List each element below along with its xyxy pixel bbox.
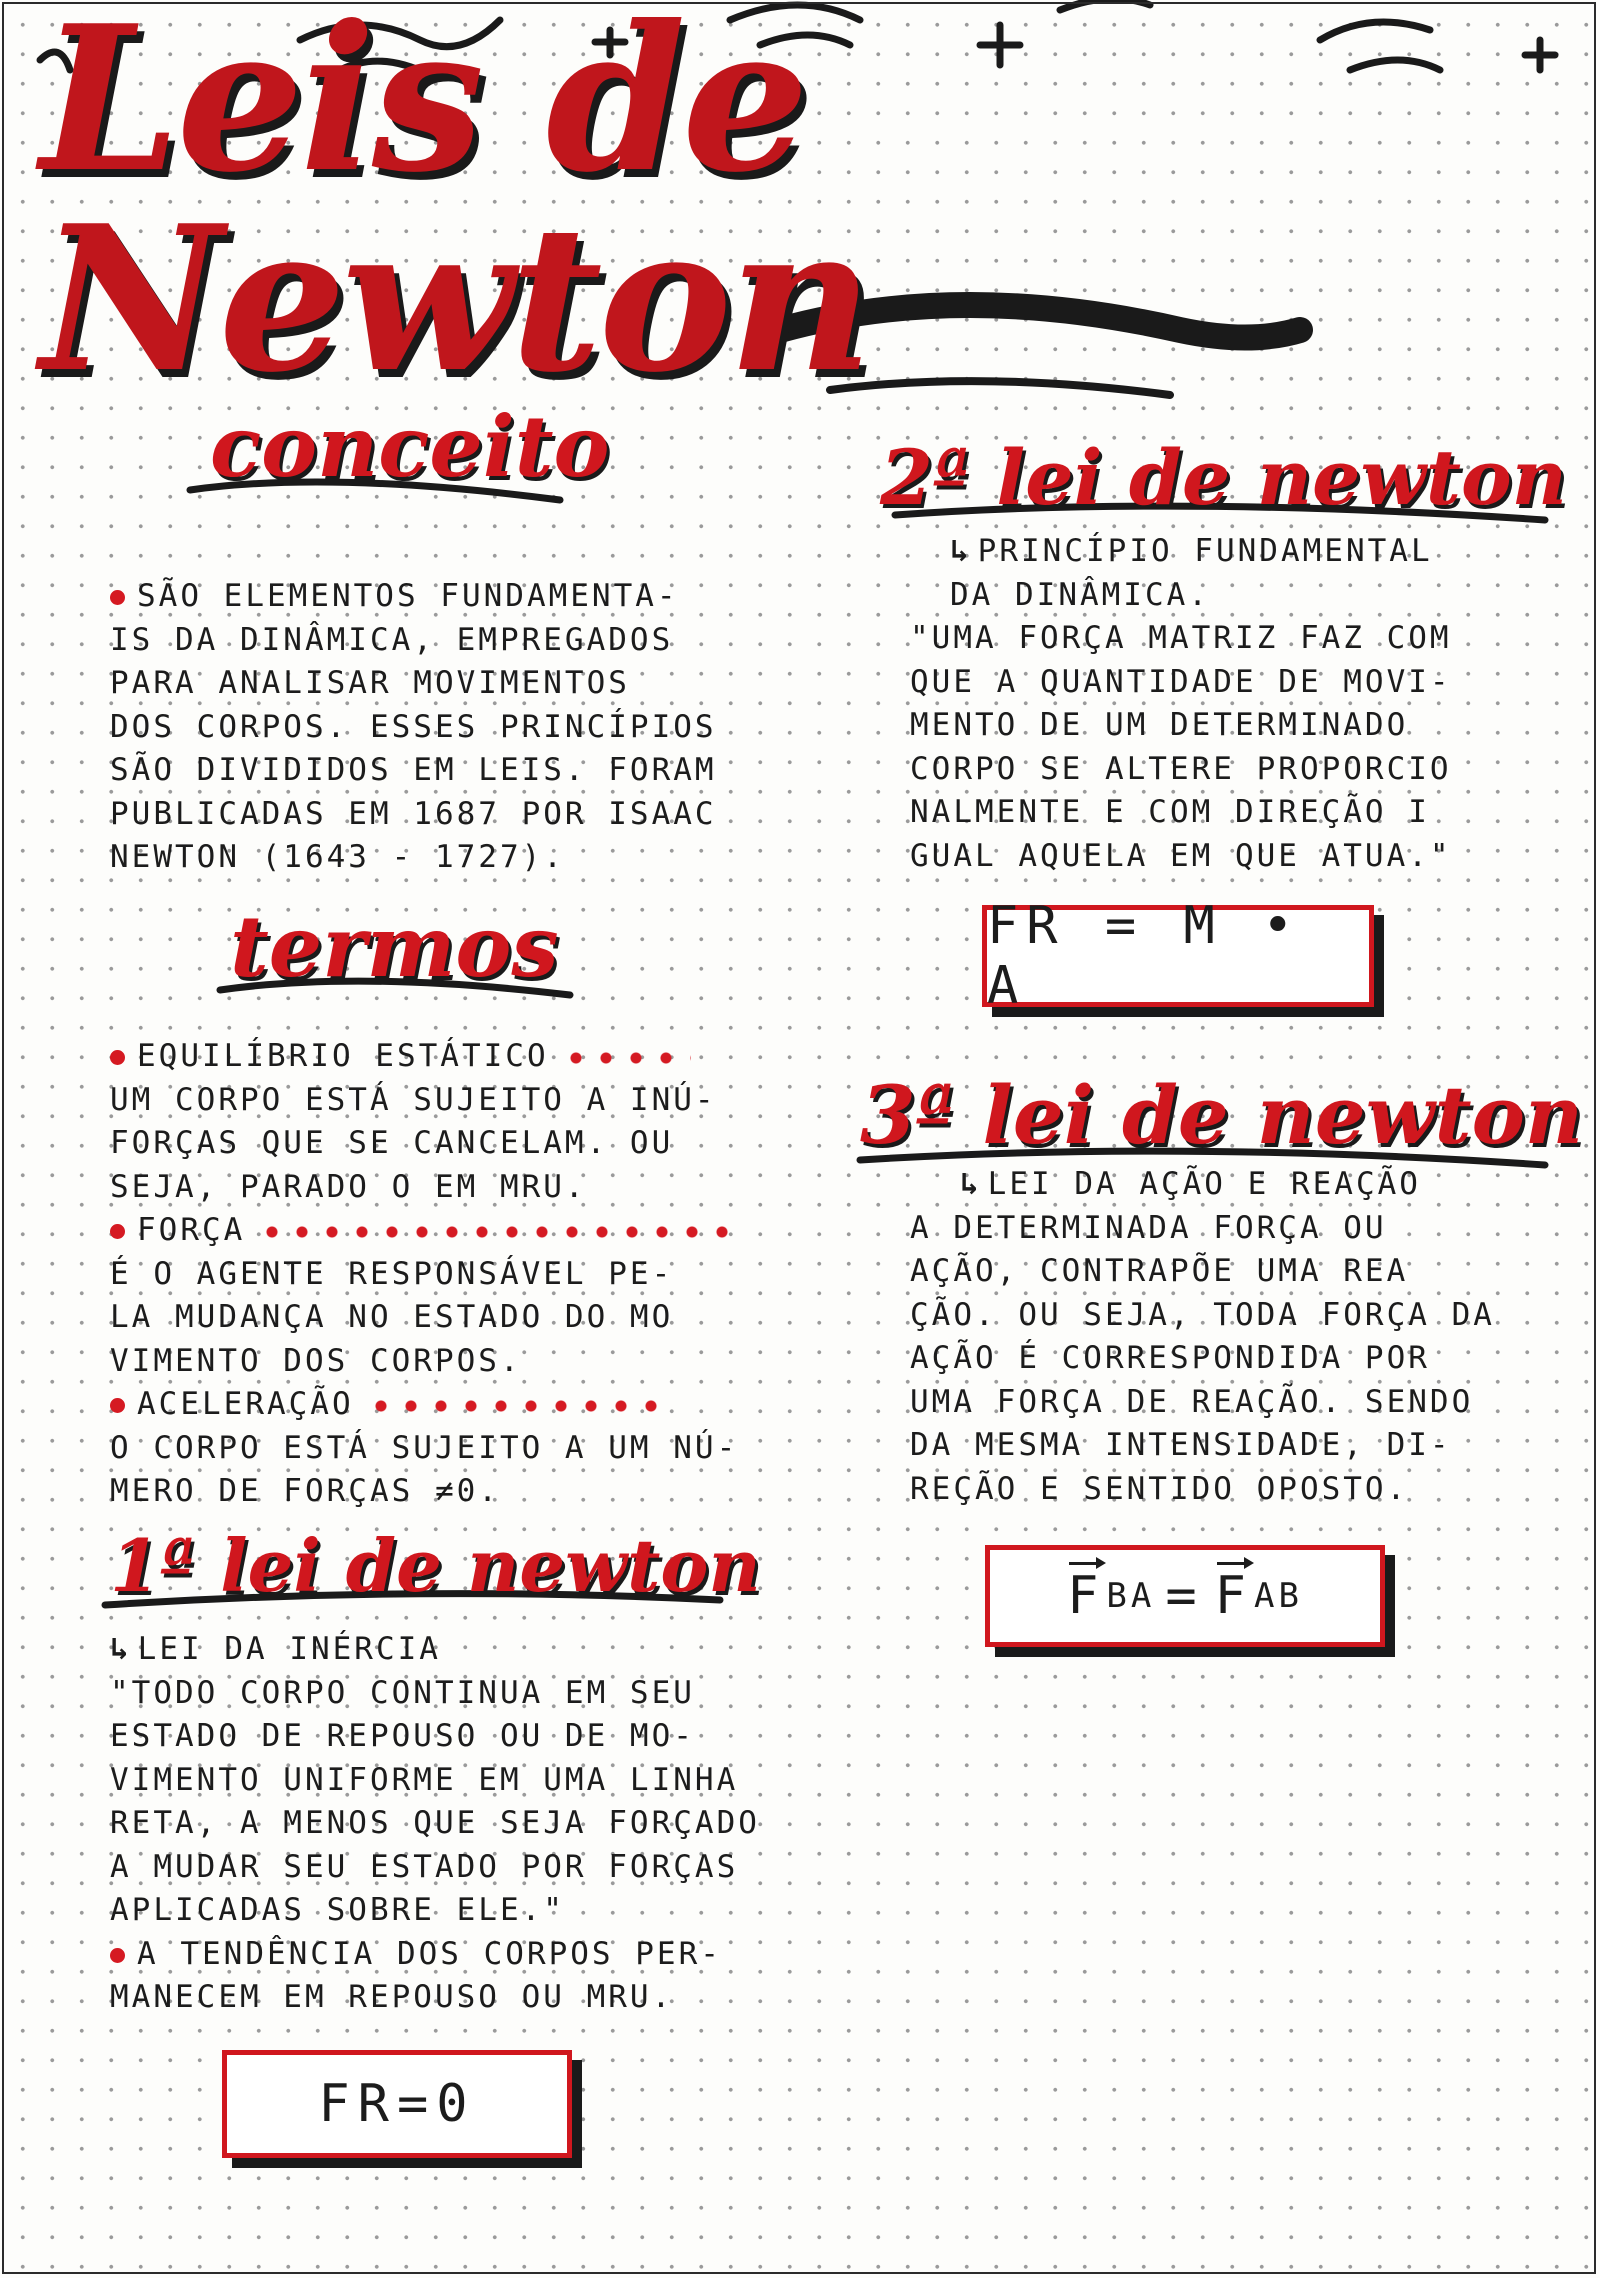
arrow-bullet-icon: ↳ (960, 1166, 982, 1202)
formula-box-lei-1 (222, 2050, 572, 2158)
lei-3-text: ↳ LEI DA AÇÃO E REAÇÃO A DETERMINADA FORÇA OU AÇÃO, CONTRAPÕE UMA REA ÇÃO. OU SEJA, TODA FORÇA DA AÇÃO É CORRESPONDIDA POR UMA FORÇA DE REAÇÃO. SENDO DA MESMA INTENSIDADE, DI- REÇÃO E SENTIDO OPOSTO. (910, 1163, 1495, 1511)
formula-text: FR=0 (318, 2074, 476, 2134)
term-equilibrio: EQUILÍBRIO ESTÁTICO (110, 1035, 738, 1079)
lei-1-text: ↳ LEI DA INÉRCIA "TODO CORPO CONTINUA EM SEU ESTADO DE REPOUSO OU DE MO- VIMENTO UNIFORME EM UMA LINHA RETA, A MENOS QUE SEJA FORÇADO A MUDAR SEU ESTADO POR FORÇAS APLICADAS SOBRE ELE." A TENDÊNCIA DOS CORPOS PER- MANECEM EM REPOUSO OU MRU. (110, 1628, 760, 2020)
page-title (40, 0, 1540, 417)
formula-box-lei-3: F BA = F AB (985, 1545, 1385, 1647)
arrow-bullet-icon: ↳ (110, 1631, 132, 1667)
section-heading-conceito: conceito (210, 397, 610, 496)
bullet-dot-icon (110, 1050, 125, 1065)
section-heading-termos: termos (230, 897, 559, 996)
dotted-trail-icon (561, 1052, 691, 1064)
conceito-text: SÃO ELEMENTOS FUNDAMENTA- IS DA DINÂMICA, EMPREGADOS PARA ANALISAR MOVIMENTOS DOS CORPOS. ESSES PRINCÍPIOS SÃO DIVIDIDOS EM LEIS. FORAM PUBLICADAS EM 1687 POR ISAAC NEWTON (1643 - 1727). (110, 578, 717, 875)
section-heading-lei-2: 2ª lei de newton (880, 433, 1567, 522)
term-forca: FORÇA (110, 1209, 738, 1253)
formula-box-lei-2 (982, 896, 1374, 1016)
term-aceleracao: ACELERAÇÃO (110, 1383, 738, 1427)
termos-text: EQUILÍBRIO ESTÁTICO UM CORPO ESTÁ SUJEITO A INÚ- FORÇAS QUE SE CANCELAM. OU SEJA, PARADO O EM MRU. FORÇA É O AGENTE RESPONSÁVEL PE- LA MUDANÇA NO ESTADO DO MO VIMENTO DOS CORPOS. ACELERAÇÃO O CORPO ESTÁ SUJEITO A UM NÚ- MERO DE FORÇAS ≠0. (110, 1035, 738, 1514)
bullet-dot-icon (110, 1224, 125, 1239)
section-heading-lei-3: 3ª lei de newton (860, 1068, 1584, 1162)
force-vector-ba: F (1067, 1566, 1107, 1626)
page-title-text: Leis de Newton (40, 0, 870, 417)
force-vector-ab: F (1214, 1566, 1254, 1626)
lei-2-text: ↳ PRINCÍPIO FUNDAMENTAL DA DINÂMICA. "UMA FORÇA MATRIZ FAZ COM QUE A QUANTIDADE DE MOVI- MENTO DE UM DETERMINADO CORPO SE ALTERE PROPORCIO NALMENTE E COM DIREÇÃO I GUAL AQUELA EM QUE ATUA." (910, 530, 1452, 878)
formula-text: FR = M • A (987, 896, 1302, 1016)
bullet-dot-icon (110, 1948, 125, 1963)
dotted-trail-icon (257, 1226, 737, 1238)
arrow-bullet-icon: ↳ (950, 533, 972, 569)
bullet-dot-icon (110, 1398, 125, 1413)
bullet-dot-icon (110, 590, 125, 605)
dotted-trail-icon (366, 1400, 666, 1412)
section-heading-lei-1: 1ª lei de newton (110, 1523, 761, 1608)
